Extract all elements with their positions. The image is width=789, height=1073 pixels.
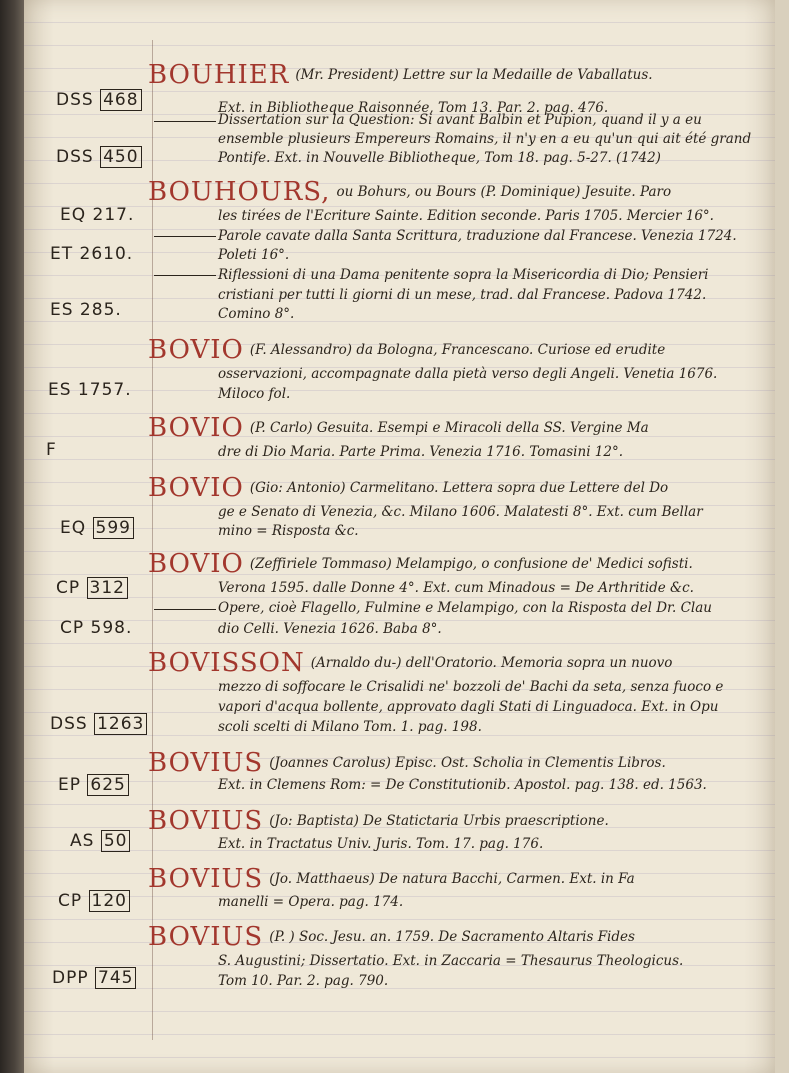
entry-heading: BOVIUS (Jo. Matthaeus) De natura Bacchi, Carmen. Ext. in Fa [148, 864, 635, 894]
shelf-number: 625 [87, 774, 128, 796]
shelfmark: DSS 1263 [50, 714, 147, 734]
entry-desc: Riflessioni di una Dama penitente sopra la Misericordia di Dio; Pensieri [218, 267, 709, 283]
entry-desc: Ext. in Tractatus Univ. Juris. Tom. 17. pag. 176. [218, 836, 544, 852]
shelf-number: 1263 [94, 713, 147, 735]
entry-desc: mino = Risposta &c. [218, 523, 359, 539]
page-edge [775, 0, 789, 1073]
entry-desc: (Jo: Baptista) De Statictaria Urbis praescriptione. [269, 813, 609, 829]
entry-desc: (Jo. Matthaeus) De natura Bacchi, Carmen. Ext. in Fa [269, 871, 635, 887]
entry-heading: BOVIO (F. Alessandro) da Bologna, Francescano. Curiose ed erudite [148, 335, 666, 365]
entry-desc: Verona 1595. dalle Donne 4°. Ext. cum Minadous = De Arthritide &c. [218, 580, 694, 596]
shelfmark: F [46, 440, 57, 460]
shelfmark: ET 2610. [50, 244, 134, 264]
entry-desc: (F. Alessandro) da Bologna, Francescano. Curiose ed erudite [249, 342, 666, 358]
shelfmark: ES 1757. [48, 380, 132, 400]
shelf-number: 745 [95, 967, 136, 989]
ditto-dash [154, 275, 216, 276]
book-spine [0, 0, 24, 1073]
shelf-number: 599 [93, 517, 134, 539]
entry-desc: Ext. in Bibliotheque Raisonnée, Tom 13. Par. 2. pag. 476. [218, 100, 609, 116]
entry-desc: (Gio: Antonio) Carmelitano. Lettera sopra due Lettere del Do [249, 480, 669, 496]
entry-desc: mezzo di soffocare le Crisalidi ne' bozzoli de' Bachi da seta, senza fuoco e [218, 679, 724, 695]
shelfmark: DSS 450 [56, 147, 142, 167]
entry-desc: cristiani per tutti li giorni di un mese, trad. dal Francese. Padova 1742. [218, 287, 707, 303]
entry-desc: (P. ) Soc. Jesu. an. 1759. De Sacramento Altaris Fides [269, 929, 635, 945]
entry-desc: Parole cavate dalla Santa Scrittura, traduzione dal Francese. Venezia 1724. [218, 228, 737, 244]
shelfmark: CP 312 [56, 578, 128, 598]
shelf-number: 450 [100, 146, 141, 168]
shelfmark: CP 598. [60, 618, 133, 638]
entry-desc: Dissertation sur la Question: Si avant Balbin et Pupion, quand il y a eu [218, 112, 702, 128]
entry-desc: dre di Dio Maria. Parte Prima. Venezia 1716. Tomasini 12°. [218, 444, 624, 460]
ditto-dash [154, 236, 216, 237]
entry-desc: Miloco fol. [218, 386, 291, 402]
entry-desc: les tirées de l'Ecriture Sainte. Edition seconde. Paris 1705. Mercier 16°. [218, 208, 714, 224]
ditto-dash [154, 609, 216, 610]
shelfmark: DSS 468 [56, 90, 142, 110]
entry-desc: ge e Senato di Venezia, &c. Milano 1606. Malatesti 8°. Ext. cum Bellar [218, 504, 703, 520]
shelf-number: 50 [101, 830, 131, 852]
entry-desc: Ext. in Clemens Rom: = De Constitutionib. Apostol. pag. 138. ed. 1563. [218, 777, 707, 793]
entry-desc: (P. Carlo) Gesuita. Esempi e Miracoli della SS. Vergine Ma [249, 420, 649, 436]
entry-desc: Tom 10. Par. 2. pag. 790. [218, 973, 389, 989]
entry-desc: (Joannes Carolus) Episc. Ost. Scholia in Clementis Libros. [269, 755, 666, 771]
entry-desc: scoli scelti di Milano Tom. 1. pag. 198. [218, 719, 482, 735]
shelfmark: EQ 217. [60, 205, 135, 225]
shelf-number: 312 [87, 577, 128, 599]
entry-desc: Poleti 16°. [218, 247, 290, 263]
ditto-dash [154, 121, 216, 122]
shelf-number: 120 [89, 890, 130, 912]
entry-heading: BOUHOURS, ou Bohurs, ou Bours (P. Dominique) Jesuite. Paro [148, 177, 672, 207]
shelfmark: EQ 599 [60, 518, 134, 538]
entry-heading: BOVIO (Gio: Antonio) Carmelitano. Lettera sopra due Lettere del Do [148, 473, 669, 503]
shelfmark: DPP 745 [52, 968, 136, 988]
entry-desc: dio Celli. Venezia 1626. Baba 8°. [218, 621, 442, 637]
entry-desc: ensemble plusieurs Empereurs Romains, il n'y en a eu qu'un qui ait été grand [218, 131, 752, 147]
entry-desc: Opere, cioè Flagello, Fulmine e Melampigo, con la Risposta del Dr. Clau [218, 600, 712, 616]
shelf-number: 468 [100, 89, 141, 111]
entry-desc: (Mr. President) Lettre sur la Medaille de Vaballatus. [295, 67, 653, 83]
shelfmark: AS 50 [70, 831, 130, 851]
shelfmark: ES 285. [50, 300, 122, 320]
entry-heading: BOUHIER (Mr. President) Lettre sur la Medaille de Vaballatus. [148, 60, 653, 90]
entry-desc: manelli = Opera. pag. 174. [218, 894, 404, 910]
entry-heading: BOVIO (Zeffiriele Tommaso) Melampigo, o confusione de' Medici sofisti. [148, 549, 693, 579]
entry-heading: BOVIUS (Jo: Baptista) De Statictaria Urbis praescriptione. [148, 806, 609, 836]
entry-heading: BOVIO (P. Carlo) Gesuita. Esempi e Miracoli della SS. Vergine Ma [148, 413, 649, 443]
entry-desc: vapori d'acqua bollente, approvato dagli Stati di Linguadoca. Ext. in Opu [218, 699, 719, 715]
entry-desc: Comino 8°. [218, 306, 295, 322]
entry-desc: Pontife. Ext. in Nouvelle Bibliotheque, Tom 18. pag. 5-27. (1742) [218, 150, 661, 166]
entry-heading: BOVIUS (Joannes Carolus) Episc. Ost. Scholia in Clementis Libros. [148, 748, 666, 778]
shelfmark: CP 120 [58, 891, 130, 911]
shelfmark: EP 625 [58, 775, 129, 795]
entry-desc: S. Augustini; Dissertatio. Ext. in Zaccaria = Thesaurus Theologicus. [218, 953, 684, 969]
entry-desc: osservazioni, accompagnate dalla pietà verso degli Angeli. Venetia 1676. [218, 366, 718, 382]
entry-heading: BOVIUS (P. ) Soc. Jesu. an. 1759. De Sacramento Altaris Fides [148, 922, 635, 952]
entry-desc: (Arnaldo du-) dell'Oratorio. Memoria sopra un nuovo [310, 655, 673, 671]
entry-desc: ou Bohurs, ou Bours (P. Dominique) Jesuite. Paro [336, 184, 672, 200]
entry-desc: (Zeffiriele Tommaso) Melampigo, o confusione de' Medici sofisti. [249, 556, 693, 572]
entry-heading: BOVISSON (Arnaldo du-) dell'Oratorio. Memoria sopra un nuovo [148, 648, 673, 678]
